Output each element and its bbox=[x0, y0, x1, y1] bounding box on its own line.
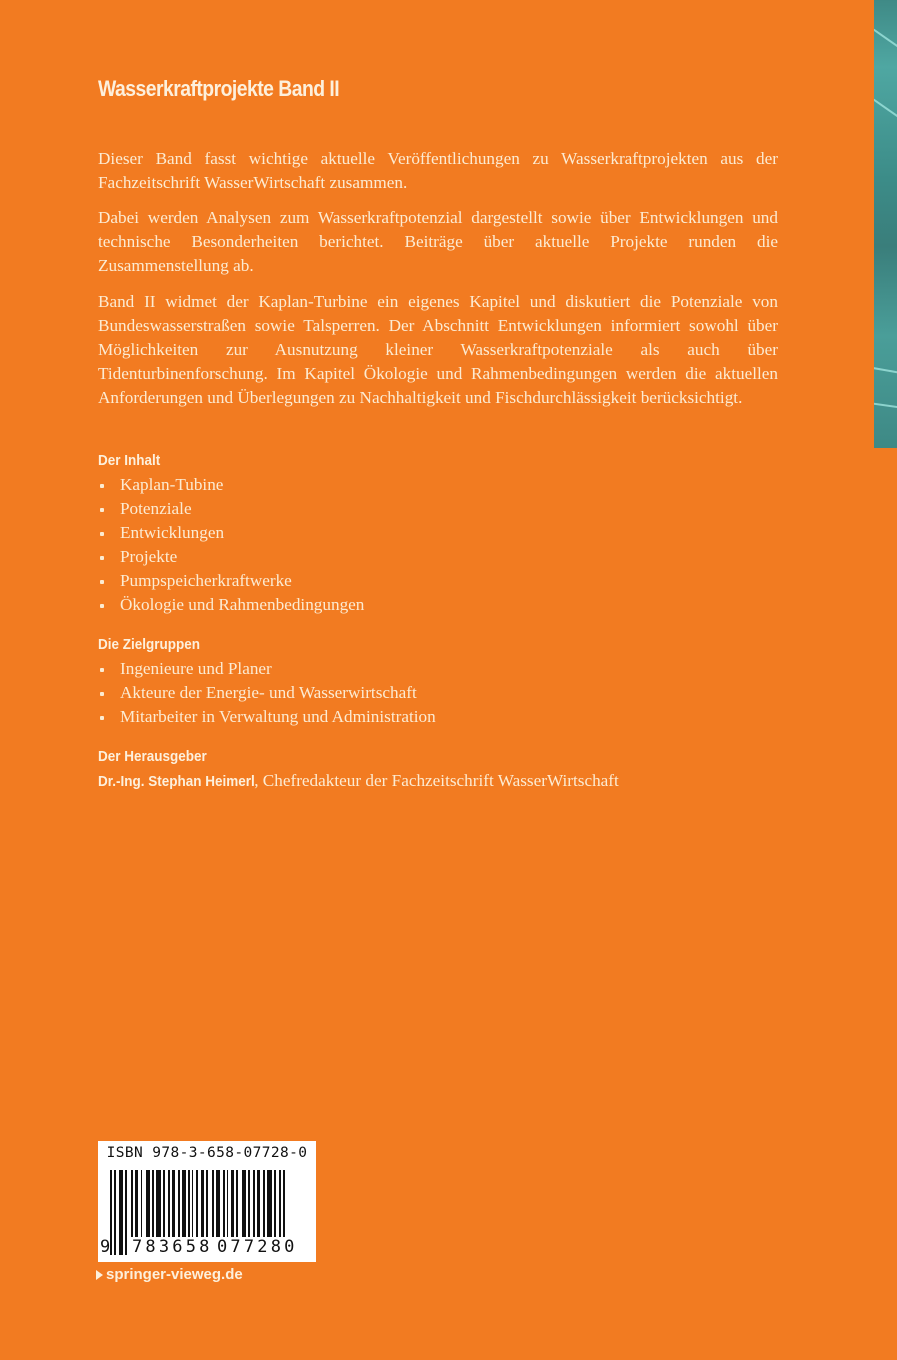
isbn-barcode: ISBN 978-3-658-07728-0 9 783658 077280 bbox=[98, 1141, 316, 1262]
list-item: Akteure der Energie- und Wasserwirtschaft bbox=[98, 681, 436, 705]
list-item: Mitarbeiter in Verwaltung und Administration bbox=[98, 705, 436, 729]
bullet-icon bbox=[100, 484, 104, 488]
bullet-icon bbox=[100, 668, 104, 672]
triangle-right-icon bbox=[96, 1270, 103, 1280]
list-item: Ingenieure und Planer bbox=[98, 657, 436, 681]
bullet-icon bbox=[100, 716, 104, 720]
description-paragraph-2: Dabei werden Analysen zum Wasserkraftpotenzial dargestellt sowie über Entwicklungen und technische Besonderheiten berichtet. Beiträge über aktuelle Projekte runden die Zusammenstellung ab. bbox=[98, 208, 778, 275]
list-item: Kaplan-Tubine bbox=[98, 473, 364, 497]
audience-heading: Die Zielgruppen bbox=[98, 636, 201, 653]
light-streak bbox=[874, 402, 897, 410]
audience-list bbox=[98, 657, 436, 729]
bullet-icon bbox=[100, 604, 104, 608]
bullet-icon bbox=[100, 508, 104, 512]
bullet-icon bbox=[100, 556, 104, 560]
light-streak bbox=[874, 367, 897, 376]
publisher-website-link[interactable]: springer-vieweg.de bbox=[96, 1266, 243, 1283]
contents-list bbox=[98, 473, 364, 617]
list-item: Ökologie und Rahmenbedingungen bbox=[98, 593, 364, 617]
light-streak bbox=[874, 29, 897, 54]
list-item: Projekte bbox=[98, 545, 364, 569]
list-item: Pumpspeicherkraftwerke bbox=[98, 569, 364, 593]
list-item: Potenziale bbox=[98, 497, 364, 521]
light-streak bbox=[874, 99, 897, 124]
description-paragraph-1: Dieser Band fasst wichtige aktuelle Veröffentlichungen zu Wasserkraftprojekten aus der Fachzeitschrift WasserWirtschaft zusammen. bbox=[98, 149, 778, 192]
book-title: Wasserkraftprojekte Band II bbox=[98, 76, 340, 101]
bullet-icon bbox=[100, 532, 104, 536]
editor-line bbox=[98, 769, 619, 794]
list-item: Entwicklungen bbox=[98, 521, 364, 545]
editor-description: , Chefredakteur der Fachzeitschrift WasserWirtschaft bbox=[254, 771, 619, 790]
editor-name: Dr.-Ing. Stephan Heimerl bbox=[98, 773, 255, 790]
contents-heading: Der Inhalt bbox=[98, 452, 161, 469]
bullet-icon bbox=[100, 580, 104, 584]
bullet-icon bbox=[100, 692, 104, 696]
description-paragraph-3: Band II widmet der Kaplan-Turbine ein eigenes Kapitel und diskutiert die Potenziale von Bundeswasserstraßen sowie Talsperren. Der Abschnitt Entwicklungen informiert sowohl über Möglichkeiten zur Ausnutzung kleiner Wasserkraftpotenziale als auch über Tidenturbinenforschung. Im Kapitel Ökologie und Rahmenbedingungen werden die aktuellen Anforderungen und Überlegungen zu Nachhaltigkeit und Fischdurchlässigkeit berücksichtigt. bbox=[98, 292, 778, 407]
cover-art-edge bbox=[874, 0, 897, 448]
isbn-label: ISBN 978-3-658-07728-0 bbox=[106, 1145, 308, 1161]
editor-heading: Der Herausgeber bbox=[98, 748, 207, 765]
